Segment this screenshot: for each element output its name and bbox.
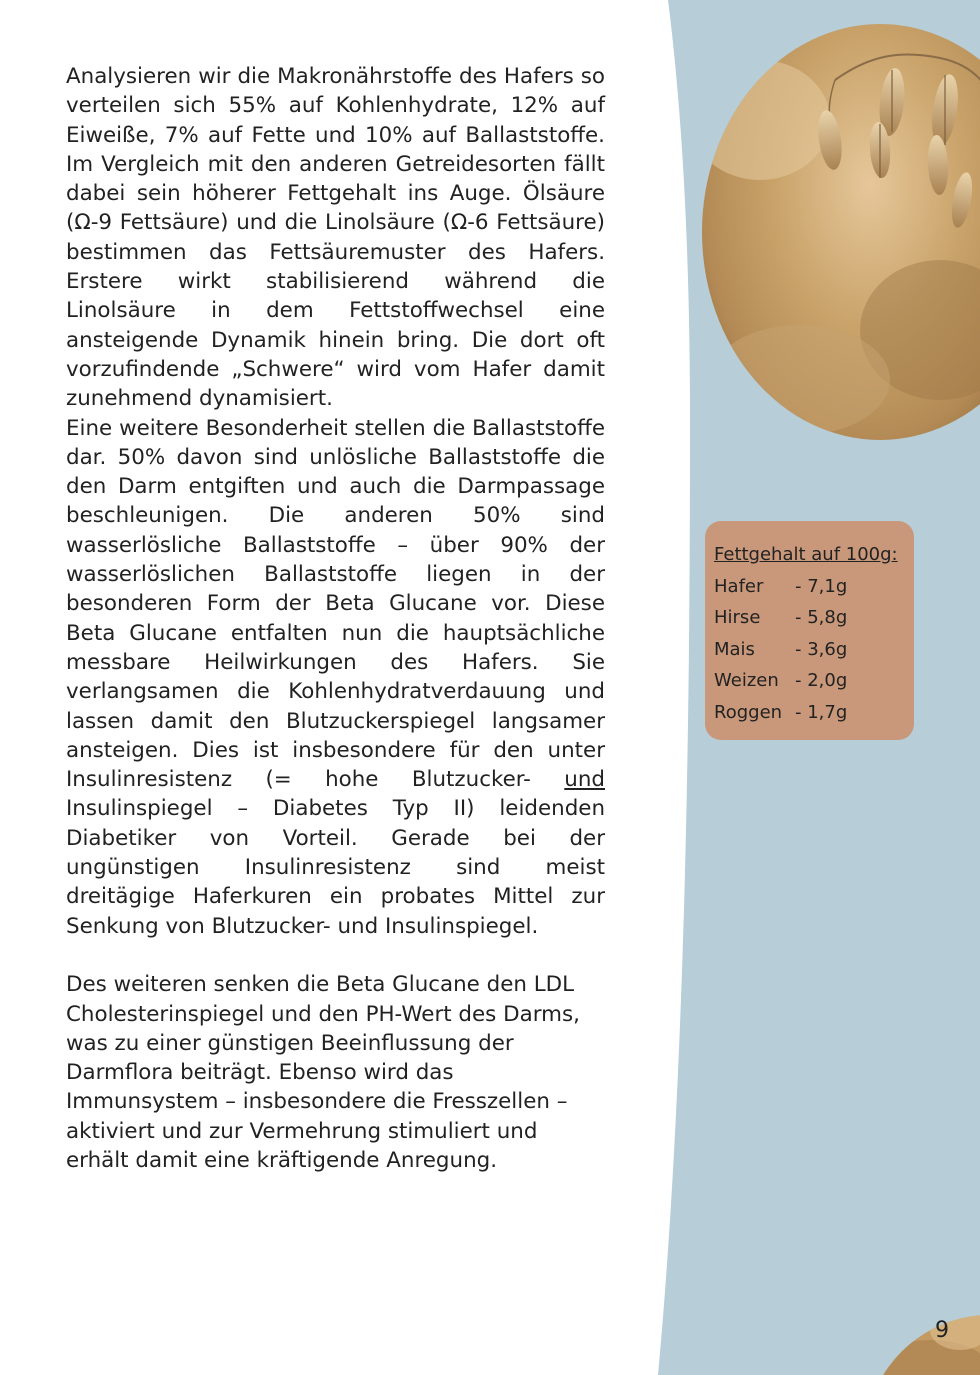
fat-row: Roggen - 1,7g [714, 701, 848, 723]
fat-content-box [705, 521, 914, 740]
fat-row: Hafer - 7,1g [714, 575, 848, 597]
paragraph-fiber: Eine weitere Besonderheit stellen die Ballaststoffe dar. 50% davon sind unlösliche Ballaststoffe die den Darm entgiften und auch die Darmpassage beschleunigen. Die anderen 50% sind wasserlösliche Ballaststoffe – über 90% der wasserlöslichen Ballaststoffe liegen in der besonderen Form der Beta Glucane vor. Diese Beta Glucane entfalten nun die hauptsächliche messbare Heilwirkungen des Hafers. Sie verlangsamen die Kohlenhydratverdauung und lassen damit den Blutzuckerspiegel langsamer ansteigen. Dies ist insbesondere für den unter Insulinresistenz (= hohe Blutzucker- und Insulinspiegel – Diabetes Typ II) leidenden Diabetiker von Vorteil. Gerade bei der ungünstigen Insulinresistenz sind meist dreitägige Haferkuren ein probates Mittel zur Senkung von Blutzucker- und Insulinspiegel. [66, 415, 605, 939]
article-body [66, 62, 605, 1175]
fat-row: Hirse - 5,8g [714, 607, 848, 628]
underlined-word: und [564, 767, 605, 793]
paragraph-macronutrients: Analysieren wir die Makronährstoffe des Hafers so verteilen sich 55% auf Kohlenhydrate, 12% auf Eiweiße, 7% auf Fette und 10% auf Ballaststoffe. Im Vergleich mit den anderen Getreidesorten fällt dabei sein höherer Fettgehalt ins Auge. Ölsäure (Ω-9 Fettsäure) und die Linolsäure (Ω-6 Fettsäure) bestimmen das Fettsäuremuster des Hafers. Erstere wirkt stabilisierend während die Linolsäure in dem Fettstoffwechsel eine ansteigende Dynamik hinein bring. Die dort oft vorzufindende „Schwere“ wird vom Hafer damit zunehmend dynamisiert. [66, 64, 605, 412]
fat-box-title: Fettgehalt auf 100g: [714, 544, 898, 565]
paragraph-cholesterol: Des weiteren senken die Beta Glucane den LDL Cholesterinspiegel und den PH-Wert des Darms, was zu einer günstigen Beeinflussung der Darmflora beiträgt. Ebenso wird das Immunsystem – insbesondere die Fresszellen – aktiviert und zur Vermehrung stimuliert und erhält damit eine kräftigende Anregung. [66, 972, 580, 1173]
page-number: 9 [935, 1318, 949, 1343]
fat-row: Mais - 3,6g [714, 638, 848, 660]
fat-row: Weizen - 2,0g [714, 670, 848, 691]
